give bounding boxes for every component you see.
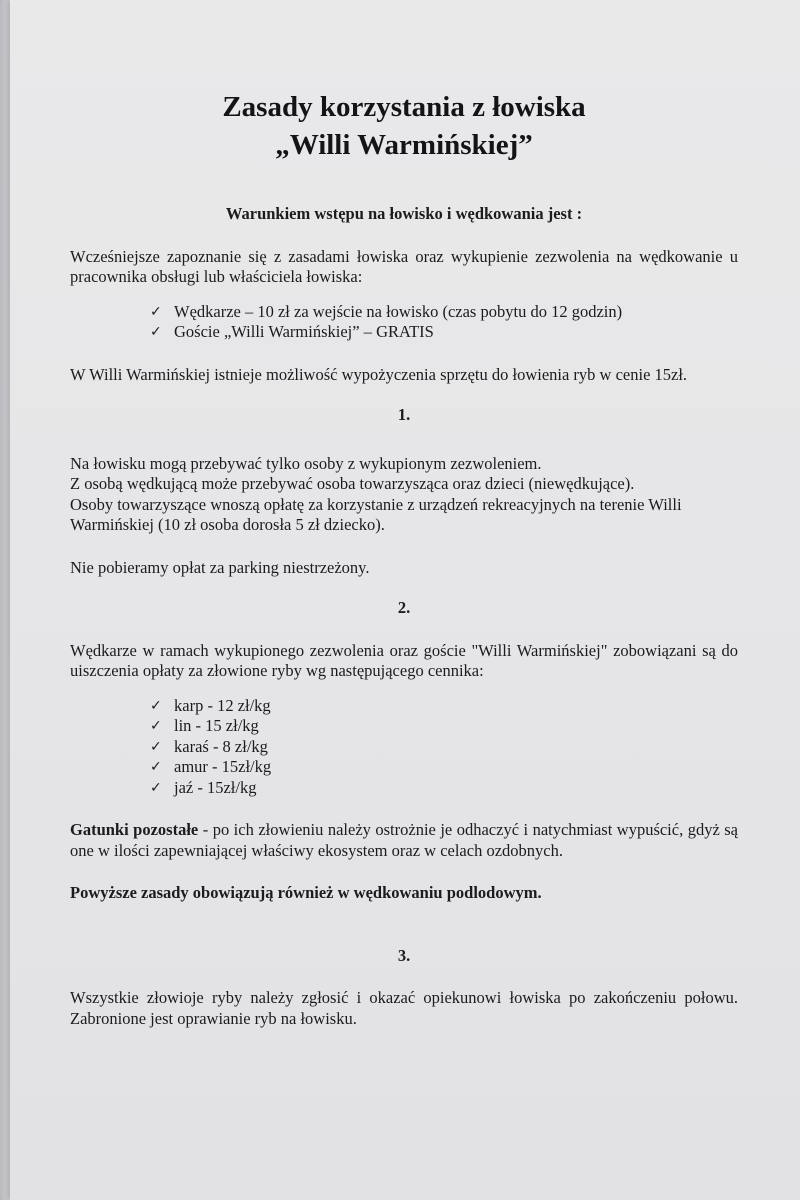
section-1-body (70, 454, 738, 536)
other-species-paragraph (70, 820, 738, 861)
section-1-line-1: Na łowisku mogą przebywać tylko osoby z wykupionym zezwoleniem. (70, 453, 542, 473)
section-3-text: Wszystkie złowioje ryby należy zgłosić i okazać opiekunowi łowiska po zakończeniu połowu. Zabronione jest oprawianie ryb na łowisku. (70, 988, 738, 1028)
section-1-line-3: Osoby towarzyszące wnoszą opłatę za korzystanie z urządzeń rekreacyjnych na terenie Willi Warmińskiej (10 zł osoba dorosła 5 zł dziecko). (70, 494, 682, 534)
permit-list (70, 302, 738, 343)
title-line-2: „Willi Warmińskiej” (275, 129, 533, 161)
list-item (150, 302, 738, 323)
checkmark-icon: ✓ (150, 718, 162, 734)
other-species-label: Gatunki pozostałe (70, 820, 199, 839)
section-2-intro: Wędkarze w ramach wykupionego zezwolenia oraz goście "Willi Warmińskiej" zobowiązani są do uiszczenia opłaty za złowione ryby wg następującego cennika: (70, 640, 738, 680)
section-2-number: 2. (397, 598, 411, 617)
background-edge (0, 0, 10, 1200)
rental-paragraph: W Willi Warmińskiej istnieje możliwość wypożyczenia sprzętu do łowienia ryb w cenie 15zł. (70, 364, 688, 384)
section-1-line-2: Z osobą wędkującą może przebywać osoba towarzysząca oraz dzieci (niewędkujące). (70, 474, 635, 493)
section-3-number: 3. (397, 945, 411, 965)
section-1-number: 1. (397, 405, 411, 424)
ice-fishing-rule: Powyższe zasady obowiązują również w wędkowaniu podlodowym. (70, 883, 542, 902)
entry-conditions-heading: Warunkiem wstępu na łowisko i wędkowania jest : (225, 204, 583, 223)
paper-sheet (10, 0, 800, 1200)
checkmark-icon: ✓ (150, 759, 162, 775)
list-item (150, 737, 738, 758)
document-title (70, 88, 738, 164)
list-item (150, 778, 738, 799)
price-list (70, 696, 738, 799)
price-crucian: karaś - 8 zł/kg (174, 736, 268, 756)
document-body (70, 88, 738, 1029)
parking-paragraph: Nie pobieramy opłat za parking niestrzeżony. (70, 557, 370, 577)
checkmark-icon: ✓ (150, 738, 162, 755)
list-item (150, 716, 738, 737)
title-line-1: Zasady korzystania z łowiska (222, 91, 586, 123)
list-item (150, 322, 738, 343)
list-item (150, 757, 738, 778)
price-carp: karp - 12 zł/kg (174, 695, 271, 715)
intro-paragraph: Wcześniejsze zapoznanie się z zasadami łowiska oraz wykupienie zezwolenia na wędkowanie u pracownika obsługi lub właściciela łowiska: (70, 246, 738, 286)
price-grass-carp: amur - 15zł/kg (174, 757, 272, 776)
price-ide: jaź - 15zł/kg (174, 777, 257, 797)
list-item (150, 696, 738, 717)
checkmark-icon: ✓ (150, 303, 162, 320)
other-species-text: - po ich złowieniu należy ostrożnie je odhaczyć i natychmiast wypuścić, gdyż są one w ilości zapewniającej właściwy ekosystem oraz w celach ozdobnych. (70, 820, 738, 860)
permit-anglers: Wędkarze – 10 zł za wejście na łowisko (czas pobytu do 12 godzin) (174, 301, 623, 321)
price-tench: lin - 15 zł/kg (174, 716, 259, 735)
checkmark-icon: ✓ (150, 324, 162, 340)
checkmark-icon: ✓ (150, 779, 162, 796)
checkmark-icon: ✓ (150, 697, 162, 714)
permit-guests: Goście „Willi Warmińskiej” – GRATIS (174, 322, 434, 341)
